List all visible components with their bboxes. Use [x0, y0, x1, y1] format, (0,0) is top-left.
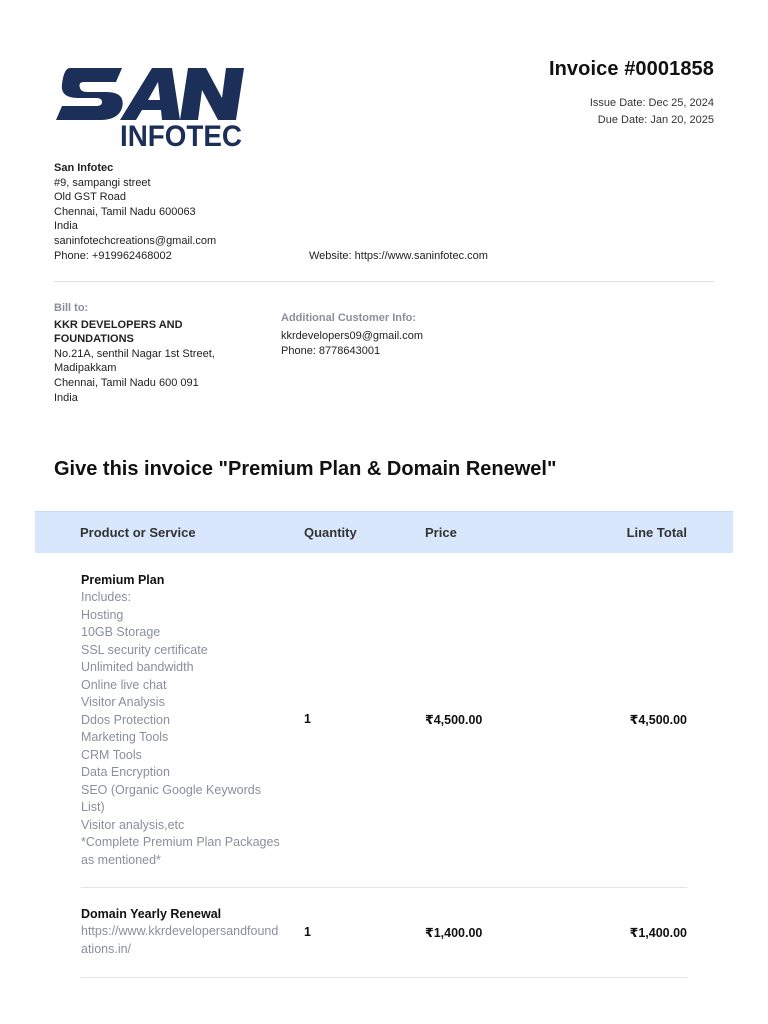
company-name: San Infotec: [54, 162, 114, 174]
company-city: Chennai, Tamil Nadu 600063: [54, 205, 196, 218]
desc-line: Online live chat: [81, 677, 167, 692]
company-info: [54, 161, 216, 263]
desc-line: Ddos Protection: [81, 712, 170, 727]
table-row: [81, 907, 687, 958]
table-header: [35, 511, 733, 553]
company-website[interactable]: Website: https://www.saninfotec.com: [309, 250, 488, 262]
row1-line-total: ₹4,500.00: [629, 713, 687, 727]
company-address1: #9, sampangi street: [54, 176, 151, 189]
desc-line: https://www.kkrdevelopersandfoundations.in/: [81, 924, 279, 956]
customer-address1: No.21A, senthil Nagar 1st Street,: [54, 347, 215, 360]
row2-quantity: 1: [304, 925, 311, 939]
desc-line: Data Encryption: [81, 765, 170, 779]
row-divider: [81, 977, 687, 978]
customer-name: KKR DEVELOPERS AND FOUNDATIONS: [54, 318, 183, 346]
invoice-name-heading: Give this invoice "Premium Plan & Domain Renewel": [54, 458, 557, 480]
desc-line: 10GB Storage: [81, 625, 161, 639]
customer-country: India: [54, 391, 78, 404]
invoice-header: [549, 58, 714, 129]
customer-address2: Madipakkam: [54, 362, 117, 375]
desc-line: Includes:: [81, 590, 132, 604]
san-infotec-logo: [56, 62, 248, 150]
company-country: India: [54, 220, 78, 233]
additional-customer-info: [281, 311, 423, 360]
customer-city: Chennai, Tamil Nadu 600 091: [54, 376, 199, 389]
product-name: Premium Plan: [81, 573, 165, 587]
header-line-total: Line Total: [626, 525, 687, 540]
row-divider: [81, 887, 687, 888]
desc-line: CRM Tools: [81, 747, 142, 762]
bill-to-section: [54, 301, 244, 405]
logo-subtext: INFOTEC: [120, 120, 242, 150]
bill-to-label: Bill to:: [54, 302, 89, 314]
customer-email[interactable]: kkrdevelopers09@gmail.com: [281, 329, 424, 342]
product-description: [81, 589, 281, 869]
header-price: Price: [425, 525, 457, 540]
row1-quantity: 1: [304, 712, 311, 726]
company-address2: Old GST Road: [54, 191, 126, 204]
desc-line: Visitor analysis,etc: [81, 817, 185, 832]
company-phone: Phone: +919962468002: [54, 249, 172, 262]
company-email[interactable]: saninfotechcreations@gmail.com: [54, 234, 217, 247]
customer-phone: Phone: 8778643001: [281, 345, 381, 357]
issue-date: Issue Date: Dec 25, 2024: [589, 97, 714, 109]
desc-line: Hosting: [81, 607, 124, 622]
company-logo: [56, 62, 248, 150]
invoice-title: Invoice #0001858: [548, 58, 714, 80]
desc-line: *Complete Premium Plan Packages as mentioned*: [81, 835, 280, 867]
row2-price: ₹1,400.00: [425, 926, 483, 940]
header-product: Product or Service: [80, 525, 196, 540]
product-name: Domain Yearly Renewal: [81, 907, 222, 921]
row2-line-total: ₹1,400.00: [629, 926, 687, 940]
desc-line: SEO (Organic Google Keywords List): [81, 782, 261, 814]
desc-line: Unlimited bandwidth: [81, 660, 194, 674]
desc-line: Visitor Analysis: [81, 695, 165, 709]
desc-line: SSL security certificate: [81, 642, 208, 657]
additional-info-label: Additional Customer Info:: [281, 312, 417, 324]
product-description: [81, 923, 281, 958]
invoice-dates: [549, 95, 714, 129]
desc-line: Marketing Tools: [81, 730, 169, 744]
table-row: [81, 573, 687, 869]
header-quantity: Quantity: [304, 525, 357, 540]
section-divider: [54, 281, 714, 282]
due-date: Due Date: Jan 20, 2025: [597, 114, 714, 126]
row1-price: ₹4,500.00: [425, 713, 483, 727]
